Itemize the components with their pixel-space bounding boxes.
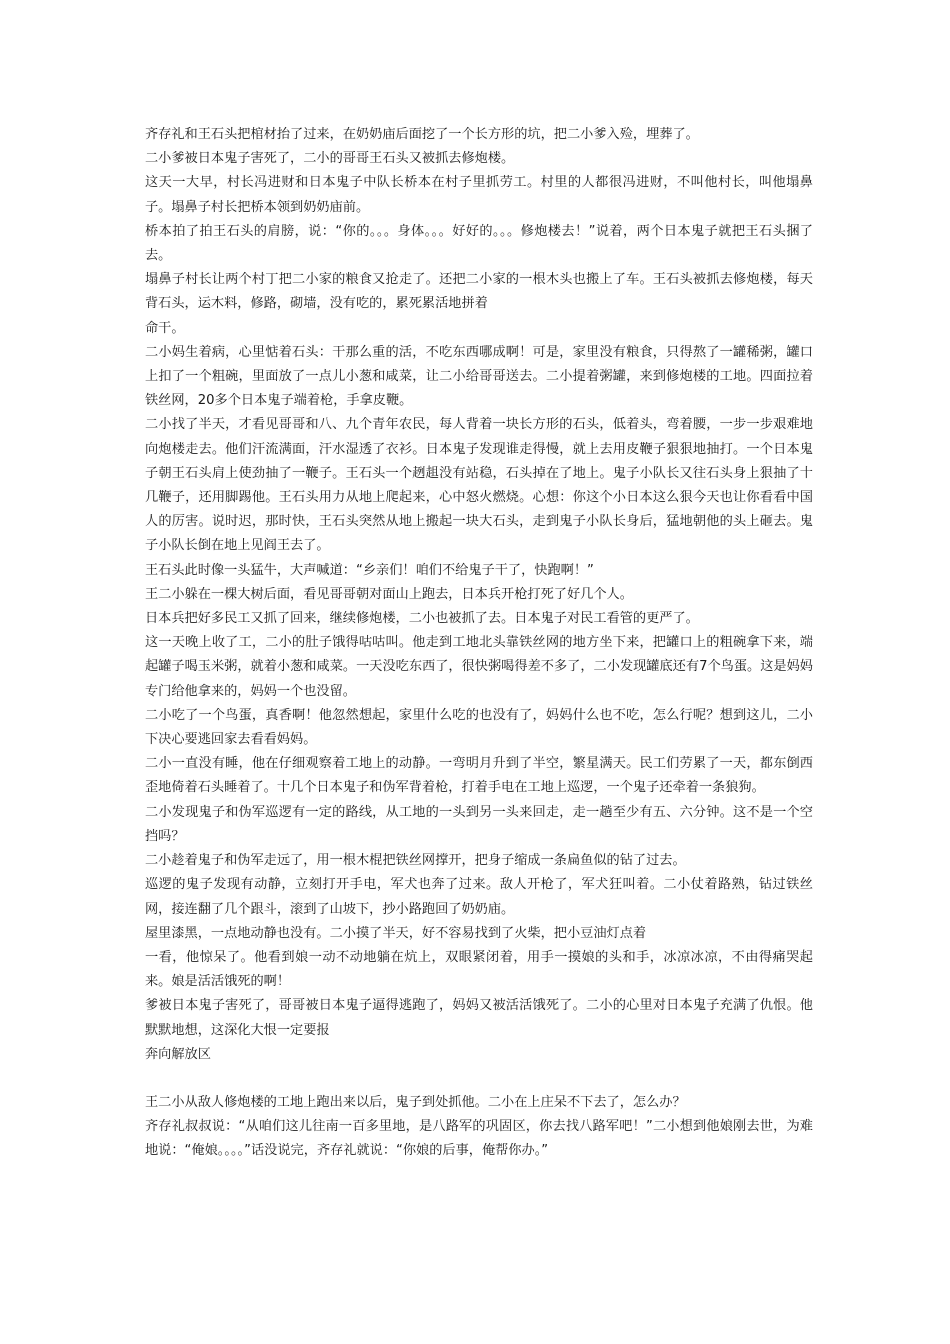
paragraph: 这天一大早，村长冯进财和日本鬼子中队长桥本在村子里抓劳工。村里的人都很冯进财，不叫他村长，叫他塌鼻子。塌鼻子村长把桥本领到奶奶庙前。 bbox=[145, 175, 813, 215]
paragraph: 一看，他惊呆了。他看到娘一动不动地躺在炕上，双眼紧闭着，用手一摸娘的头和手，冰凉冰凉，不由得痛哭起来。娘是活活饿死的啊！ bbox=[145, 949, 813, 990]
paragraph: 日本兵把好多民工又抓了回来，继续修炮楼，二小也被抓了去。日本鬼子对民工看管的更严了。 bbox=[145, 611, 699, 627]
paragraph: 齐存礼和王石头把棺材抬了过来，在奶奶庙后面挖了一个长方形的坑，把二小爹入殓，埋葬了。 bbox=[145, 127, 699, 142]
paragraph: 塌鼻子村长让两个村丁把二小家的粮食又抢走了。还把二小家的一根木头也搬上了车。王石头被抓去修炮楼，每天背石头，运木料，修路，砌墙，没有吃的，累死累活地拼着 bbox=[145, 272, 813, 312]
paragraph: 爹被日本鬼子害死了，哥哥被日本鬼子逼得逃跑了，妈妈又被活活饿死了。二小的心里对日本鬼子充满了仇恨。他默默地想，这深化大恨一定要报 bbox=[145, 998, 813, 1038]
paragraph: 二小趁着鬼子和伪军走远了，用一根木棍把铁丝网撑开，把身子缩成一条扁鱼似的钻了过去。 bbox=[145, 853, 686, 869]
paragraph: 王石头此时像一头猛牛，大声喊道：“乡亲们！咱们不给鬼子干了，快跑啊！” bbox=[145, 562, 594, 578]
paragraph: 王二小躲在一棵大树后面，看见哥哥朝对面山上跑去，日本兵开枪打死了好几个人。 bbox=[145, 586, 633, 602]
paragraph: 二小爹被日本鬼子害死了，二小的哥哥王石头又被抓去修炮楼。 bbox=[145, 151, 515, 167]
paragraph: 二小发现鬼子和伪军巡逻有一定的路线，从工地的一头到另一头来回走，走一趟至少有五、六分钟。这不是一个空挡吗？ bbox=[145, 804, 813, 844]
paragraph: 齐存礼叔叔说：“从咱们这儿往南一百多里地，是八路军的巩固区，你去找八路军吧！”二小想到他娘刚去世，为难地说：“俺娘。。。。”话没说完，齐存礼就说：“你娘的后事，俺帮你办。” bbox=[145, 1119, 813, 1159]
paragraph: 二小找了半天，才看见哥哥和八、九个青年农民，每人背着一块长方形的石头，低着头，弯着腰，一步一步艰难地向炮楼走去。他们汗流满面，汗水湿透了衣衫。日本鬼子发现谁走得慢，就上去用皮鞭子狠狠地抽打。一个日本鬼子朝王石头肩上使劲抽了一鞭子。王石头一个趔趄没有站稳，石头掉在了地上。鬼子小队长又往石头身上狠抽了十几鞭子，还用脚踢他。王石头用力从地上爬起来，心中怒火燃烧。心想：你这个小日本这么狠今天也让你看看中国人的厉害。说时迟，那时快，王石头突然从地上搬起一块大石头，走到鬼子小队长身后，猛地朝他的头上砸去。鬼子小队长倒在地上见阎王去了。 bbox=[145, 417, 813, 554]
paragraph: 二小一直没有睡，他在仔细观察着工地上的动静。一弯明月升到了半空，繁星满天。民工们劳累了一天，都东倒西歪地倚着石头睡着了。十几个日本鬼子和伪军背着枪，打着手电在工地上巡逻，一个鬼子还牵着一条狼狗。 bbox=[145, 756, 813, 796]
paragraph: 二小妈生着病，心里惦着石头：干那么重的活，不吃东西哪成啊！可是，家里没有粮食，只得熬了一罐稀粥，罐口上扣了一个粗碗，里面放了一点儿小葱和咸菜，让二小给哥哥送去。二小提着粥罐，来到修炮楼的工地。四面拉着铁丝网，20多个日本鬼子端着枪，手拿皮鞭。 bbox=[145, 344, 813, 409]
paragraph: 命干。 bbox=[145, 320, 185, 336]
paragraph: 王二小从敌人修炮楼的工地上跑出来以后，鬼子到处抓他。二小在上庄呆不下去了，怎么办？ bbox=[145, 1094, 686, 1110]
section-heading: 奔向解放区 bbox=[145, 1046, 211, 1062]
blank-line bbox=[145, 1067, 813, 1091]
paragraph: 屋里漆黑，一点地动静也没有。二小摸了半天，好不容易找到了火柴，把小豆油灯点着 bbox=[145, 925, 647, 941]
paragraph: 这一天晚上收了工，二小的肚子饿得咕咕叫。他走到工地北头靠铁丝网的地方坐下来，把罐口上的粗碗拿下来，端起罐子喝玉米粥，就着小葱和咸菜。一天没吃东西了，很快粥喝得差不多了，二小发现罐底还有7个鸟蛋。这是妈妈专门给他拿来的，妈妈一个也没留。 bbox=[145, 635, 813, 699]
paragraph: 巡逻的鬼子发现有动静，立刻打开手电，军犬也奔了过来。敌人开枪了，军犬狂叫着。二小仗着路熟，钻过铁丝网，接连翻了几个跟斗，滚到了山坡下，抄小路跑回了奶奶庙。 bbox=[145, 877, 813, 917]
paragraph: 二小吃了一个鸟蛋，真香啊！他忽然想起，家里什么吃的也没有了，妈妈什么也不吃，怎么行呢？想到这儿，二小下决心要逃回家去看看妈妈。 bbox=[145, 707, 813, 748]
paragraph: 桥本拍了拍王石头的肩膀，说：“你的。。。身体。。。好好的。。。修炮楼去！”说着，两个日本鬼子就把王石头捆了去。 bbox=[145, 223, 813, 264]
document-body bbox=[145, 123, 813, 1164]
